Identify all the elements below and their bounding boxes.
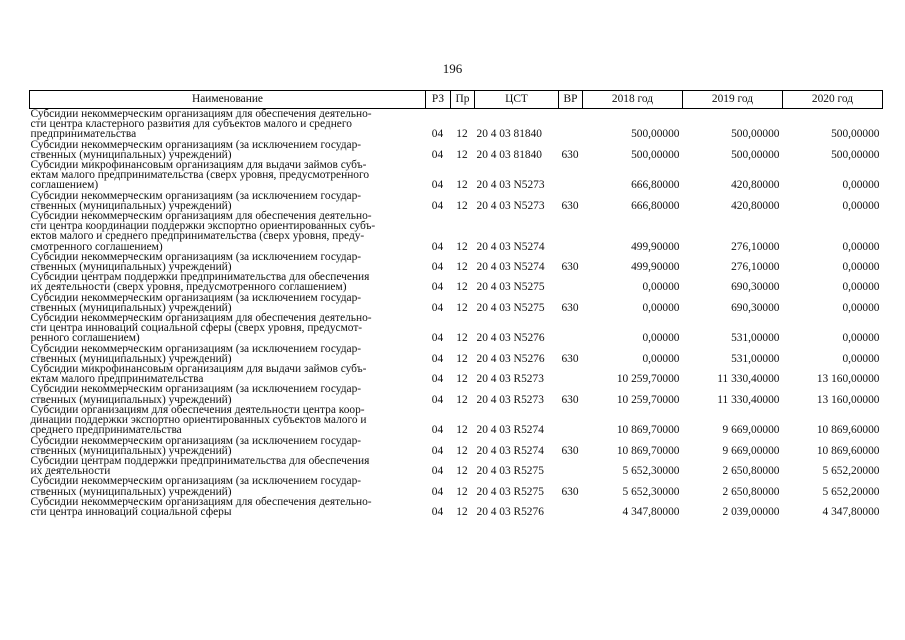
row-name-line: ектам малого предпринимательства	[30, 373, 204, 386]
row-cst: 20 4 03 81840	[476, 128, 542, 141]
row-2019: 276,10000	[731, 261, 780, 274]
row-2018: 10 869,70000	[616, 444, 680, 457]
table-row	[30, 252, 883, 272]
row-name-line: ственных (муниципальных) учреждений)	[30, 352, 232, 365]
row-2020: 0,00000	[842, 240, 880, 253]
row-name-line: Субсидии некоммерческим организациям (за исключением государ-	[30, 189, 362, 202]
row-2018: 0,00000	[642, 281, 680, 294]
row-name-line: ственных (муниципальных) учреждений)	[30, 261, 232, 274]
row-name-line: среднего предпринимательства	[30, 424, 182, 437]
row-name-line: Субсидии центрам поддержки предпринимательства для обеспечения	[30, 271, 370, 284]
row-pr: 12	[456, 424, 468, 437]
row-name-line: Субсидии некоммерческим организациям (за исключением государ-	[30, 138, 362, 151]
row-2020: 0,00000	[842, 281, 880, 294]
row-rz: 04	[431, 281, 444, 294]
row-2020: 0,00000	[842, 352, 880, 365]
row-name-line: сти центра инноваций социальной сферы	[30, 505, 232, 518]
row-name-line: динации поддержки экспортно ориентированных субъектов малого и	[30, 414, 367, 427]
row-pr: 12	[456, 281, 468, 294]
row-2020: 13 160,00000	[816, 373, 880, 386]
row-2020: 0,00000	[842, 332, 880, 345]
row-name-line: ектам малого предпринимательства (сверх уровня, предусмотренного	[30, 169, 370, 182]
row-name-line: Субсидии микрофинансовым организациям для выдачи займов субъ-	[30, 159, 367, 172]
row-2018: 500,00000	[631, 128, 680, 141]
row-rz: 04	[431, 179, 444, 192]
row-cst: 20 4 03 R5275	[476, 485, 544, 498]
header-vr: ВР	[559, 91, 583, 109]
row-vr	[559, 109, 583, 140]
budget-table	[29, 90, 883, 517]
row-rz: 04	[431, 261, 444, 274]
row-2018: 5 652,30000	[622, 465, 680, 478]
row-vr: 630	[561, 261, 579, 274]
row-name-line: Субсидии некоммерческим организациям для обеспечения деятельно-	[30, 495, 372, 508]
row-2020: 0,00000	[842, 301, 880, 314]
row-name-line: Субсидии некоммерческим организациям для обеспечения деятельно-	[30, 312, 372, 325]
row-name	[30, 313, 426, 344]
header-2020: 2020 год	[783, 91, 883, 109]
row-2019: 420,80000	[731, 199, 780, 212]
table-row	[30, 497, 883, 517]
header-2018: 2018 год	[583, 91, 683, 109]
row-name	[30, 191, 426, 211]
row-2018: 0,00000	[642, 352, 680, 365]
row-name	[30, 140, 426, 160]
row-2019: 531,00000	[731, 352, 780, 365]
header-pr: Пр	[451, 91, 475, 109]
row-vr	[559, 405, 583, 436]
row-2019: 500,00000	[731, 148, 780, 161]
row-pr: 12	[456, 444, 468, 457]
table-row	[30, 313, 883, 344]
row-rz: 04	[431, 505, 444, 518]
row-2018: 499,90000	[631, 261, 680, 274]
row-name	[30, 252, 426, 272]
row-name	[30, 272, 426, 292]
row-2019: 9 669,00000	[722, 424, 780, 437]
row-2019: 531,00000	[731, 332, 780, 345]
row-2020: 10 869,60000	[816, 444, 880, 457]
page-number: 196	[442, 61, 463, 76]
row-rz: 04	[431, 148, 444, 161]
row-name-line: предпринимательства	[30, 128, 137, 141]
row-name-line: ственных (муниципальных) учреждений)	[30, 148, 232, 161]
row-name-line: Субсидии некоммерческим организациям для обеспечения деятельно-	[30, 210, 372, 223]
table-row	[30, 109, 883, 140]
table-row	[30, 436, 883, 456]
table-row	[30, 344, 883, 364]
row-name-line: ственных (муниципальных) учреждений)	[30, 444, 232, 457]
row-2019: 690,30000	[731, 281, 780, 294]
row-2019: 276,10000	[731, 240, 780, 253]
row-vr	[559, 160, 583, 191]
row-cst: 20 4 03 81840	[476, 148, 542, 161]
row-pr: 12	[456, 373, 468, 386]
row-pr: 12	[456, 148, 468, 161]
row-name-line: Субсидии некоммерческим организациям (за исключением государ-	[30, 383, 362, 396]
row-2018: 10 869,70000	[616, 424, 680, 437]
row-cst: 20 4 03 R5273	[476, 373, 544, 386]
row-vr: 630	[561, 485, 579, 498]
row-cst: 20 4 03 R5275	[476, 465, 544, 478]
header-rz: РЗ	[426, 91, 451, 109]
row-vr: 630	[561, 199, 579, 212]
row-2018: 499,90000	[631, 240, 680, 253]
row-name-line: сти центра координации поддержки экспортно ориентированных субъ-	[30, 220, 376, 233]
row-cst: 20 4 03 N5274	[476, 261, 545, 274]
row-vr: 630	[561, 301, 579, 314]
row-rz: 04	[431, 352, 444, 365]
row-vr: 630	[561, 148, 579, 161]
row-vr	[559, 211, 583, 252]
row-2020: 13 160,00000	[816, 393, 880, 406]
row-rz: 04	[431, 301, 444, 314]
row-cst: 20 4 03 N5274	[476, 240, 545, 253]
row-2020: 500,00000	[831, 128, 880, 141]
table-row	[30, 384, 883, 404]
row-name-line: Субсидии организациям для обеспечения деятельности центра коор-	[30, 403, 365, 416]
row-vr	[559, 364, 583, 384]
row-2018: 666,80000	[631, 179, 680, 192]
row-cst: 20 4 03 N5275	[476, 301, 545, 314]
row-pr: 12	[456, 352, 468, 365]
row-vr: 630	[561, 393, 579, 406]
row-vr	[559, 313, 583, 344]
row-name-line: ственных (муниципальных) учреждений)	[30, 301, 232, 314]
row-vr: 630	[561, 444, 579, 457]
row-vr	[559, 497, 583, 517]
row-2020: 0,00000	[842, 261, 880, 274]
row-2019: 2 650,80000	[722, 485, 780, 498]
row-cst: 20 4 03 R5274	[476, 424, 544, 437]
row-cst: 20 4 03 N5276	[476, 332, 545, 345]
row-2019: 9 669,00000	[722, 444, 780, 457]
header-2019: 2019 год	[683, 91, 783, 109]
row-vr	[559, 456, 583, 476]
row-2018: 0,00000	[642, 301, 680, 314]
row-2020: 0,00000	[842, 199, 880, 212]
row-pr: 12	[456, 505, 468, 518]
row-2018: 5 652,30000	[622, 485, 680, 498]
row-name-line: сти центра инноваций социальной сферы (сверх уровня, предусмот-	[30, 322, 363, 335]
table-row	[30, 405, 883, 436]
row-cst: 20 4 03 R5273	[476, 393, 544, 406]
row-2018: 4 347,80000	[622, 505, 680, 518]
row-vr: 630	[561, 352, 579, 365]
row-2018: 10 259,70000	[616, 393, 680, 406]
table-header-row	[30, 91, 883, 109]
table-row	[30, 160, 883, 191]
table-body	[30, 109, 883, 518]
row-name	[30, 456, 426, 476]
row-name-line: ственных (муниципальных) учреждений)	[30, 199, 232, 212]
table-row	[30, 293, 883, 313]
row-rz: 04	[431, 424, 444, 437]
row-2019: 2 650,80000	[722, 465, 780, 478]
row-2020: 5 652,20000	[822, 485, 880, 498]
row-pr: 12	[456, 128, 468, 141]
row-rz: 04	[431, 332, 444, 345]
row-pr: 12	[456, 261, 468, 274]
row-name	[30, 384, 426, 404]
table-row	[30, 364, 883, 384]
row-2018: 10 259,70000	[616, 373, 680, 386]
row-pr: 12	[456, 485, 468, 498]
table-row	[30, 272, 883, 292]
row-pr: 12	[456, 393, 468, 406]
row-name	[30, 436, 426, 456]
row-rz: 04	[431, 240, 444, 253]
row-name-line: ектов малого и среднего предпринимательства (сверх уровня, преду-	[30, 230, 365, 243]
row-2020: 500,00000	[831, 148, 880, 161]
row-rz: 04	[431, 485, 444, 498]
row-rz: 04	[431, 128, 444, 141]
row-2019: 11 330,40000	[717, 373, 780, 386]
row-name-line: Субсидии некоммерческим организациям (за исключением государ-	[30, 475, 362, 488]
row-rz: 04	[431, 199, 444, 212]
row-2020: 10 869,60000	[816, 424, 880, 437]
row-cst: 20 4 03 N5273	[476, 199, 545, 212]
row-name	[30, 160, 426, 191]
row-name	[30, 344, 426, 364]
row-name-line: ренного соглашением)	[30, 332, 140, 345]
row-name	[30, 293, 426, 313]
row-name-line: Субсидии некоммерческим организациям (за исключением государ-	[30, 291, 362, 304]
header-cst: ЦСТ	[475, 91, 559, 109]
table-row	[30, 476, 883, 496]
row-name-line: Субсидии некоммерческим организациям (за исключением государ-	[30, 250, 362, 263]
row-rz: 04	[431, 444, 444, 457]
row-name	[30, 109, 426, 140]
row-2019: 2 039,00000	[722, 505, 780, 518]
table-row	[30, 211, 883, 252]
row-name-line: Субсидии некоммерческим организациям (за исключением государ-	[30, 434, 362, 447]
row-name-line: сти центра кластерного развития для субъектов малого и среднего	[30, 118, 352, 131]
row-2020: 4 347,80000	[822, 505, 880, 518]
row-pr: 12	[456, 301, 468, 314]
row-2019: 500,00000	[731, 128, 780, 141]
row-pr: 12	[456, 179, 468, 192]
row-cst: 20 4 03 R5276	[476, 505, 544, 518]
row-name	[30, 497, 426, 517]
row-2018: 500,00000	[631, 148, 680, 161]
row-name-line: их деятельности (сверх уровня, предусмотренного соглашением)	[30, 281, 347, 294]
row-name-line: Субсидии микрофинансовым организациям для выдачи займов субъ-	[30, 363, 367, 376]
row-2020: 0,00000	[842, 179, 880, 192]
row-name-line: Субсидии центрам поддержки предпринимательства для обеспечения	[30, 454, 370, 467]
row-cst: 20 4 03 N5273	[476, 179, 545, 192]
row-rz: 04	[431, 373, 444, 386]
table-row	[30, 456, 883, 476]
row-2019: 420,80000	[731, 179, 780, 192]
row-rz: 04	[431, 465, 444, 478]
row-2019: 11 330,40000	[717, 393, 780, 406]
row-pr: 12	[456, 240, 468, 253]
row-name	[30, 364, 426, 384]
row-name-line: Субсидии некоммерческим организациям (за исключением государ-	[30, 342, 362, 355]
row-name-line: ственных (муниципальных) учреждений)	[30, 485, 232, 498]
row-name-line: соглашением)	[30, 179, 99, 192]
row-cst: 20 4 03 N5276	[476, 352, 545, 365]
row-name-line: Субсидии некоммерческим организациям для обеспечения деятельно-	[30, 108, 372, 120]
row-name-line: их деятельности	[30, 465, 111, 478]
table-row	[30, 140, 883, 160]
row-pr: 12	[456, 465, 468, 478]
row-name	[30, 476, 426, 496]
row-2019: 690,30000	[731, 301, 780, 314]
row-2018: 0,00000	[642, 332, 680, 345]
row-vr	[559, 272, 583, 292]
row-name-line: ственных (муниципальных) учреждений)	[30, 393, 232, 406]
row-pr: 12	[456, 199, 468, 212]
row-rz: 04	[431, 393, 444, 406]
row-name	[30, 405, 426, 436]
row-pr: 12	[456, 332, 468, 345]
row-2018: 666,80000	[631, 199, 680, 212]
row-2020: 5 652,20000	[822, 465, 880, 478]
row-cst: 20 4 03 R5274	[476, 444, 544, 457]
row-name	[30, 211, 426, 252]
header-name: Наименование	[30, 91, 426, 109]
row-cst: 20 4 03 N5275	[476, 281, 545, 294]
row-name-line: смотренного соглашением)	[30, 240, 163, 253]
table-row	[30, 191, 883, 211]
